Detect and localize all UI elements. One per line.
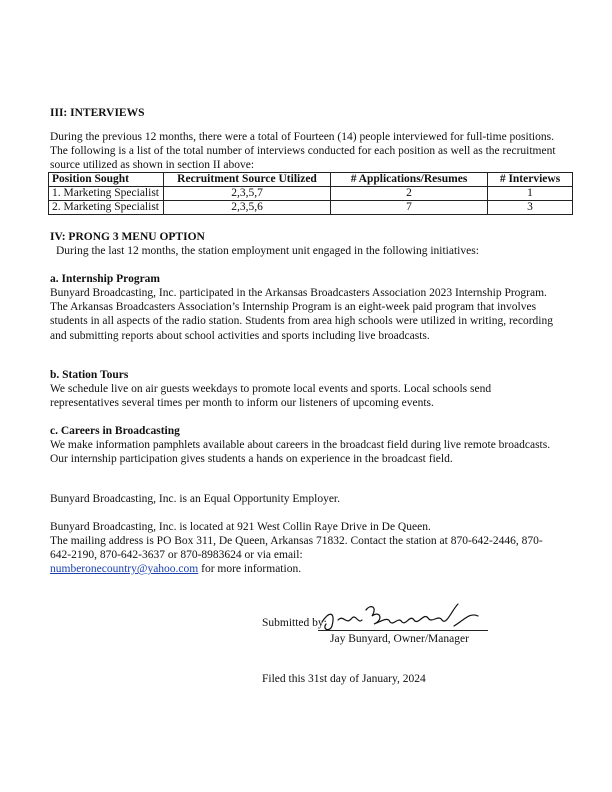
initiative-text-careers: We make information pamphlets available about careers in the broadcast field during live remote broadcasts. Our internship participation gives students a hands on experience in the broadcast field. — [50, 439, 551, 466]
contact-line — [50, 562, 562, 576]
initiative-title-internship: a. Internship Program — [50, 273, 160, 285]
filed-date: Filed this 31st day of January, 2024 — [262, 673, 426, 685]
interviews-intro: During the previous 12 months, there were a total of Fourteen (14) people interviewed for full-time positions. The following is a list of the total number of interviews conducted for each position as well as the recruitment source utilized as shown in section II above: — [50, 131, 556, 172]
prong-intro: During the last 12 months, the station employment unit engaged in the following initiatives: — [56, 245, 479, 257]
table-row — [49, 201, 573, 215]
signature-line — [318, 630, 488, 631]
table-row — [49, 187, 573, 201]
mailing-statement: The mailing address is PO Box 311, De Queen, Arkansas 71832. Contact the station at 870-642-2446, 870-642-2190, 870-642-3637 or 870-8983624 or via email: — [50, 535, 543, 562]
initiative-text-internship: Bunyard Broadcasting, Inc. participated in the Arkansas Broadcasters Association 2023 Internship Program. The Arkansas Broadcasters Association’s Internship Program is an eight-week paid program that involves students in all aspects of the radio station. Students from area high schools were utilized in writing, recording and submitting reports about school activities and sports including live broadcasts. — [50, 287, 554, 342]
table-cell: 2,3,5,6 — [164, 201, 331, 215]
email-link[interactable]: numberonecountry@yahoo.com — [50, 563, 199, 575]
table-header-row — [49, 173, 573, 187]
table-cell: 3 — [488, 201, 573, 215]
table-cell: 1 — [488, 187, 573, 201]
column-header-interviews: # Interviews — [488, 173, 573, 187]
submitted-by-label: Submitted by: — [262, 617, 327, 629]
section-heading-interviews: III: INTERVIEWS — [50, 107, 145, 119]
initiative-title-careers: c. Careers in Broadcasting — [50, 425, 180, 437]
location-statement: Bunyard Broadcasting, Inc. is located at 921 West Collin Raye Drive in De Queen. — [50, 521, 431, 533]
table-cell: 7 — [331, 201, 488, 215]
signature-image — [318, 600, 488, 634]
column-header-applications: # Applications/Resumes — [331, 173, 488, 187]
column-header-source: Recruitment Source Utilized — [164, 173, 331, 187]
column-header-position: Position Sought — [49, 173, 164, 187]
eeo-statement: Bunyard Broadcasting, Inc. is an Equal Opportunity Employer. — [50, 493, 340, 505]
table-cell: 2. Marketing Specialist — [49, 201, 164, 215]
initiative-text-tours: We schedule live on air guests weekdays to promote local events and sports. Local schools send representatives several times per month to inform our listeners of upcoming events. — [50, 383, 492, 410]
table-cell: 2 — [331, 187, 488, 201]
section-heading-prong: IV: PRONG 3 MENU OPTION — [50, 231, 205, 243]
initiative-title-tours: b. Station Tours — [50, 369, 129, 381]
table-cell: 2,3,5,7 — [164, 187, 331, 201]
signer-name-title: Jay Bunyard, Owner/Manager — [330, 633, 469, 645]
table-cell: 1. Marketing Specialist — [49, 187, 164, 201]
contact-suffix: for more information. — [198, 563, 302, 575]
interviews-table — [48, 172, 573, 215]
